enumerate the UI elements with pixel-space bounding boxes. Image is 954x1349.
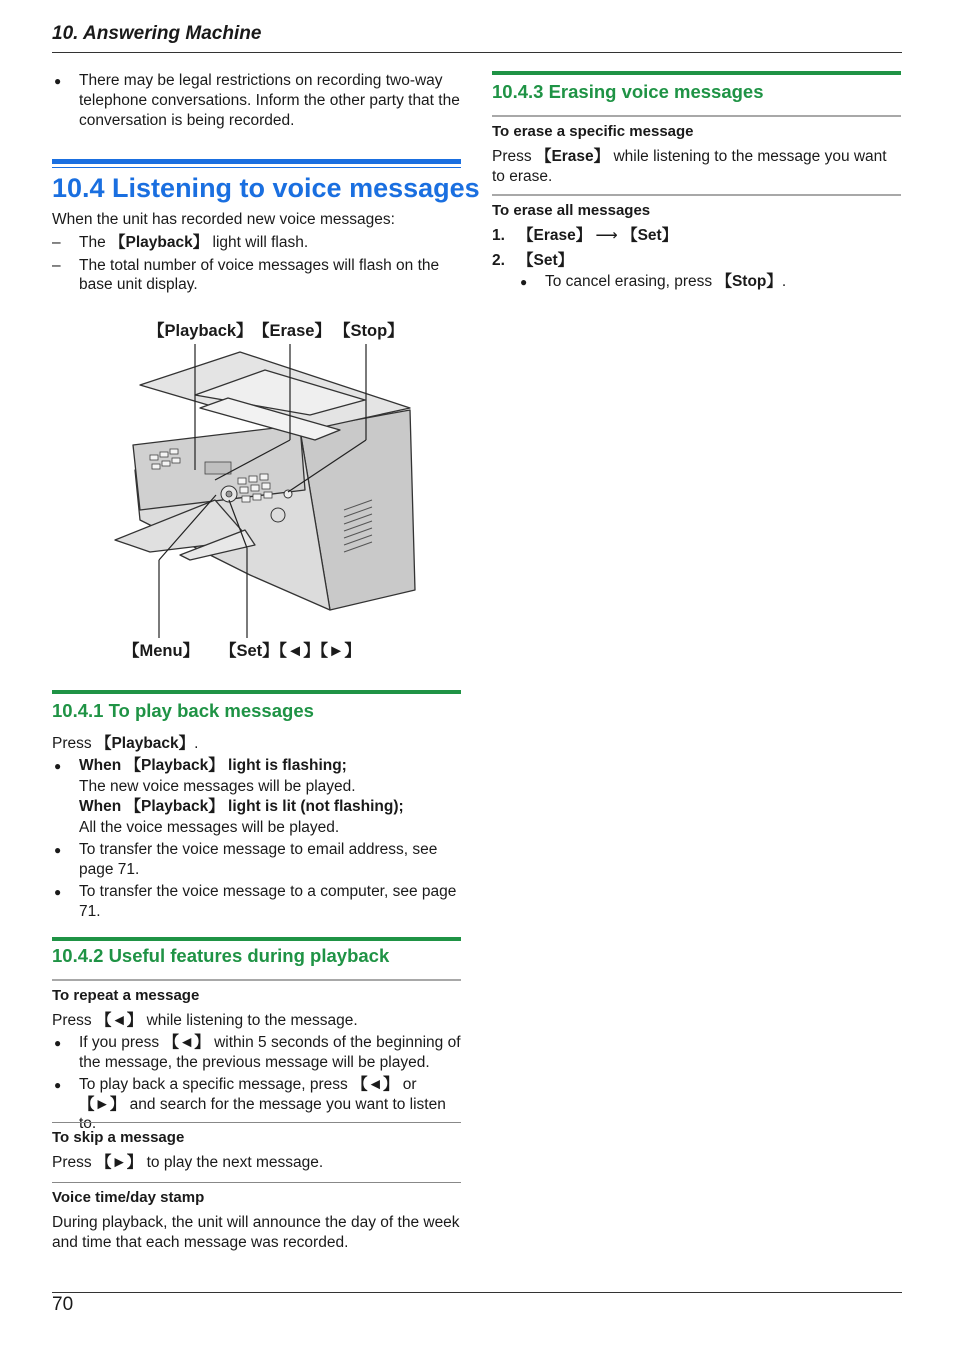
repeat-b1-suffix: within 5 seconds of the beginning of the message, the previous message will be played. [79,1034,461,1071]
running-header: 10. Answering Machine [52,23,262,44]
figure-label-playback: 【Playback】 [148,322,253,340]
dash2-text: The total number of voice messages will flash on the base unit display. [79,256,440,294]
bullet-item [52,71,461,130]
set-key-label: 【Set】 [518,252,574,270]
playback-key-label: 【Playback】 [95,735,195,752]
dash-item [52,256,461,296]
bullet-icon: ● [54,74,62,88]
cancel-prefix: To cancel erasing, press [545,272,717,290]
press-prefix: Press [52,1154,96,1172]
stamp-text: During playback, the unit will announce the day of the week and time that each message was recorded. [52,1214,460,1252]
back-key-label: 【◄】 [95,1012,143,1030]
press-prefix: Press [52,735,96,752]
repeat-block [52,986,461,1134]
dash-icon: – [52,256,61,274]
repeat-heading: To repeat a message [52,987,200,1004]
subsection-rule [52,979,461,981]
fax-machine-illustration [100,340,430,640]
when-lit-text: All the voice messages will be played. [79,819,340,837]
set-key-label: 【Set】 [622,227,678,245]
skip-suffix: to play the next message. [142,1154,324,1172]
block-rule [492,194,901,196]
repeat-b2-prefix: To play back a specific message, press [79,1075,353,1093]
subsection-rule [492,115,901,117]
erase-key-label: 【Erase】 [518,227,592,245]
subsection-bar [492,71,901,75]
repeat-b2-suffix: and search for the message you want to listen to. [79,1095,446,1133]
press-prefix: Press [52,1012,96,1030]
bullet-icon: ● [54,843,62,858]
bullet-icon: ● [54,884,62,899]
stamp-block [52,1188,461,1253]
repeat-b2-or: or [398,1075,417,1093]
step-item [492,251,901,271]
repeat-b1-prefix: If you press [79,1034,164,1052]
bullet-item [52,882,461,922]
step-number: 2. [492,252,505,270]
erase-specific-heading: To erase a specific message [492,123,694,140]
subsection-title-useful-features: 10.4.2 Useful features during playback [52,945,390,966]
figure-label-stop: 【Stop】 [334,322,404,340]
subsection-title-erasing: 10.4.3 Erasing voice messages [492,81,764,102]
bullet-item [52,1033,461,1073]
when-lit-heading: When 【Playback】 light is lit (not flashing); [79,798,404,816]
back-key-label: 【◄】 [352,1075,399,1093]
erase-key-label: 【Erase】 [535,148,610,166]
when-flashing-heading: When 【Playback】 light is flashing; [79,756,347,774]
play-back-content [52,734,461,921]
erase-specific-text [492,147,901,187]
header-rule [52,52,902,53]
page-number: 70 [52,1294,74,1315]
section-intro [52,210,461,295]
playback-key-label: 【Playback】 [110,233,209,251]
dash1-suffix: light will flash. [208,233,309,251]
skip-press-line [52,1153,461,1173]
block-rule [52,1182,461,1183]
subsection-bar [52,690,461,694]
bullet-item [52,1075,461,1134]
press-prefix: Press [492,148,536,166]
bullet-icon: ● [520,274,528,289]
press-suffix: . [194,735,199,752]
when-flashing-text: The new voice messages will be played. [79,777,356,795]
subsection-title-play-back: 10.4.1 To play back messages [52,700,314,721]
figure-label-erase: 【Erase】 [253,322,331,340]
figure-label-menu: 【Menu】 [123,642,200,660]
bullet-icon: ● [54,1077,62,1092]
stamp-heading: Voice time/day stamp [52,1189,205,1206]
bullet-item [52,756,461,838]
intro-note [52,71,461,130]
skip-heading: To skip a message [52,1129,185,1146]
bullet-icon: ● [54,758,62,773]
footer-rule [52,1292,902,1293]
section-heading-rule [52,167,461,168]
figure-label-set-arrows: 【Set】【◄】【►】 [220,642,361,660]
subsection-bar [52,937,461,941]
step-number: 1. [492,227,505,245]
dash-icon: – [52,233,61,251]
intro-bullet-text: There may be legal restrictions on recording two-way telephone conversations. Inform the other party that the conversation is being recorded. [79,72,460,129]
press-playback-line [52,734,461,754]
section-heading-bar [52,159,461,164]
erase-specific-block [492,122,901,187]
transfer-email-text: To transfer the voice message to email address, see page 71. [79,841,438,878]
repeat-suffix: while listening to the message. [142,1012,358,1030]
erase-specific-suffix: while listening to the message you want to erase. [492,148,887,186]
arrow-icon: ⟶ [591,227,623,245]
repeat-press-line [52,1011,461,1031]
section-title: 10.4 Listening to voice messages [52,173,480,203]
step-item [492,226,901,246]
erase-all-heading: To erase all messages [492,202,651,219]
skip-block [52,1128,461,1173]
cancel-suffix: . [781,272,787,290]
bullet-item [52,840,461,880]
transfer-computer-text: To transfer the voice message to a computer, see page 71. [79,882,457,920]
forward-key-label: 【►】 [79,1095,126,1113]
dash1-prefix: The [79,233,111,251]
back-key-label: 【◄】 [163,1034,210,1052]
intro-text: When the unit has recorded new voice messages: [52,211,395,228]
forward-key-label: 【►】 [95,1154,143,1172]
stop-key-label: 【Stop】 [716,272,782,290]
bullet-icon: ● [54,1036,62,1051]
block-rule [52,1122,461,1123]
erase-all-block [492,201,901,292]
dash-item [52,233,461,253]
bullet-item [518,272,901,292]
